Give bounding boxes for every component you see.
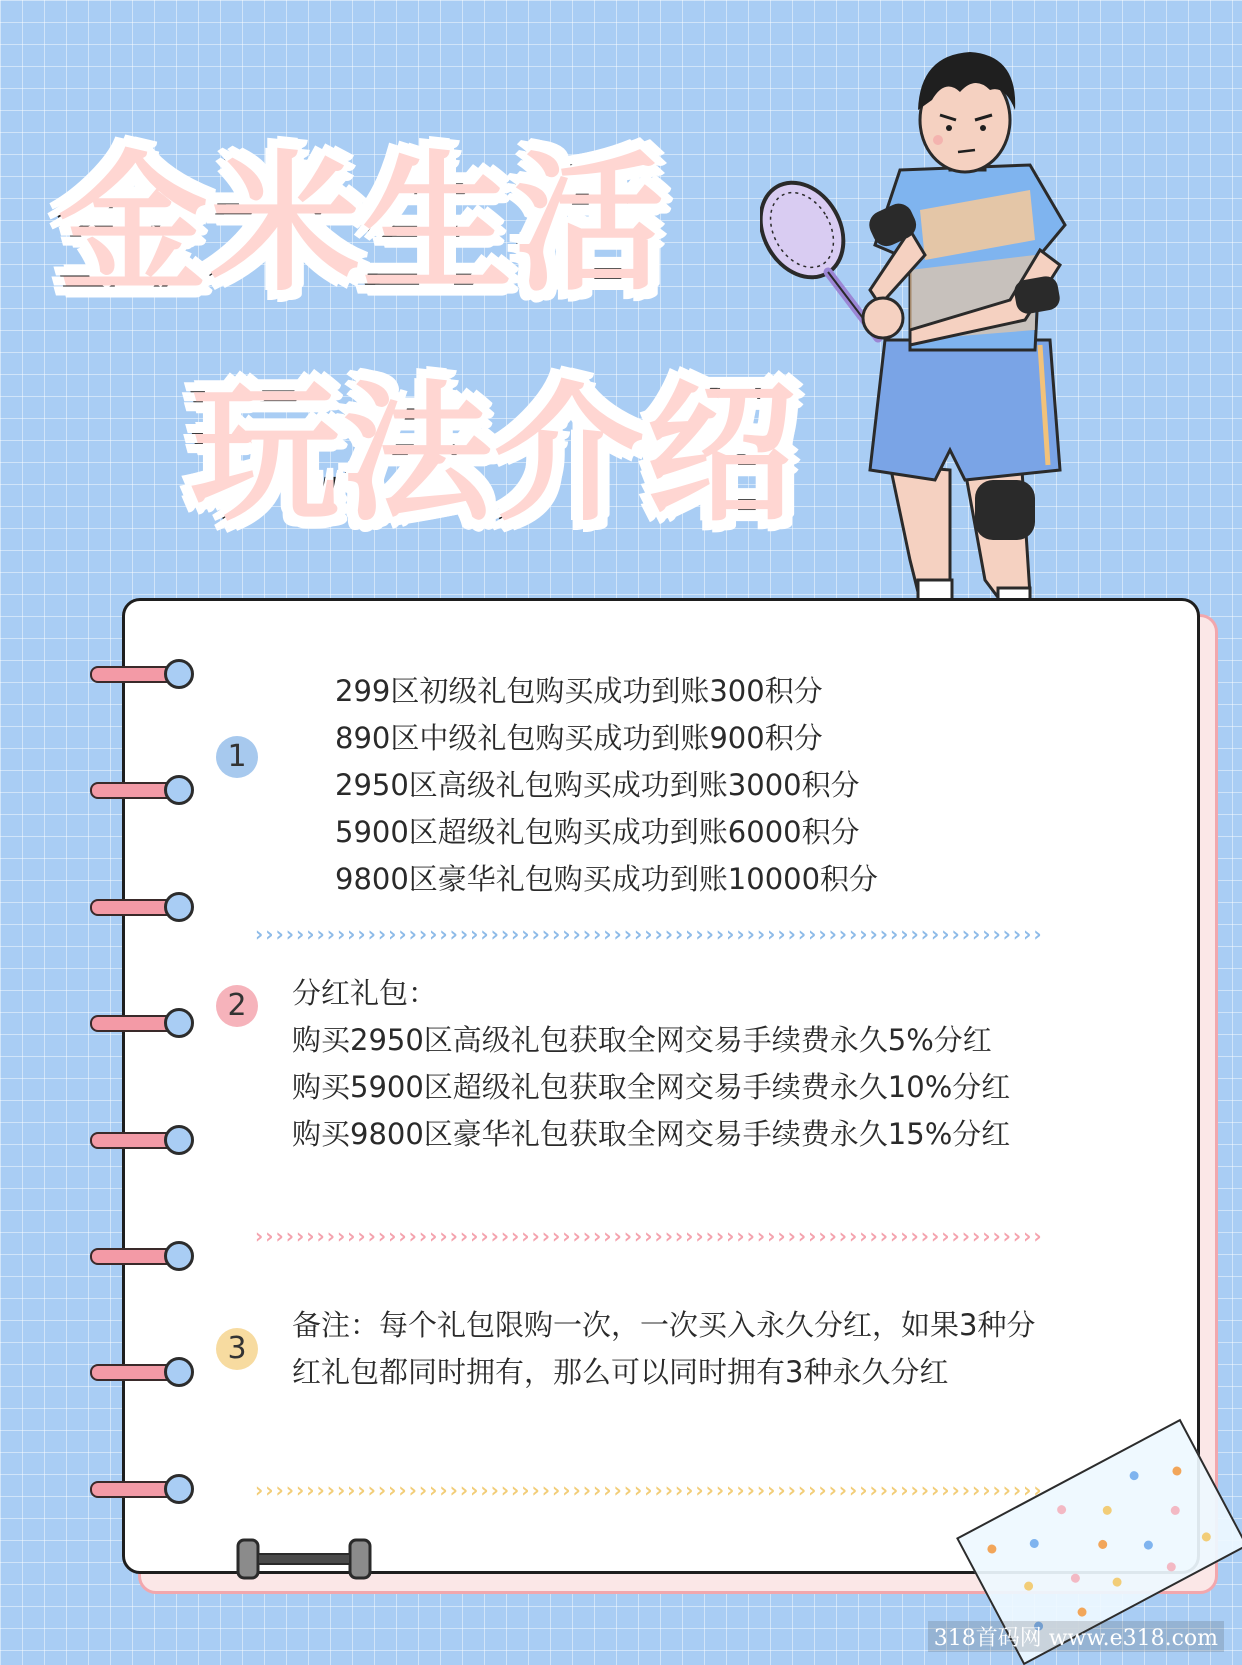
dumbbell-icon [234, 1536, 374, 1582]
list-item: 2950区高级礼包购买成功到账3000积分 [335, 768, 860, 802]
tennis-player-illustration [760, 40, 1160, 690]
list-item: 299区初级礼包购买成功到账300积分 [335, 674, 823, 708]
binder-ring [90, 1240, 190, 1270]
binder-ring [90, 1007, 190, 1037]
binder-ring [90, 658, 190, 688]
binder-ring [90, 1356, 190, 1386]
list-item: 5900区超级礼包购买成功到账6000积分 [335, 815, 860, 849]
list-item: 9800区豪华礼包购买成功到账10000积分 [335, 862, 879, 896]
tennis-racket-icon [760, 168, 878, 338]
list-item: 红礼包都同时拥有，那么可以同时拥有3种永久分红 [292, 1355, 949, 1389]
divider-pink: ››››››››››››››››››››››››››››››››››››››››››››››››››››››››››››››››››››››››››››› [255, 1224, 1044, 1248]
binder-ring [90, 1473, 190, 1503]
section-3-text [292, 1302, 1035, 1396]
binder-ring [90, 1124, 190, 1154]
list-item: 购买5900区超级礼包获取全网交易手续费永久10%分红 [292, 1070, 1011, 1104]
list-item: 购买9800区豪华礼包获取全网交易手续费永久15%分红 [292, 1117, 1011, 1151]
list-item: 购买2950区高级礼包获取全网交易手续费永久5%分红 [292, 1023, 992, 1057]
list-item: 备注：每个礼包限购一次，一次买入永久分红，如果3种分 [292, 1308, 1036, 1342]
watermark: 318首码网 www.e318.com [928, 1621, 1224, 1652]
page-title-line-2: 玩法介绍 [190, 368, 799, 542]
section-2-text [292, 970, 1010, 1158]
page-title-line-1: 金米生活 [58, 138, 667, 312]
divider-blue: ››››››››››››››››››››››››››››››››››››››››››››››››››››››››››››››››››››››››››››› [255, 922, 1044, 946]
section-1-badge: 1 [216, 736, 258, 778]
section-3-badge: 3 [216, 1328, 258, 1370]
section-1-text [335, 668, 878, 903]
list-item: 分红礼包： [292, 976, 438, 1010]
list-item: 890区中级礼包购买成功到账900积分 [335, 721, 823, 755]
divider-yellow: ››››››››››››››››››››››››››››››››››››››››››››››››››››››››››››››››››››››››››››› [255, 1478, 1044, 1502]
binder-ring [90, 774, 190, 804]
binder-ring [90, 891, 190, 921]
section-2-badge: 2 [216, 985, 258, 1027]
